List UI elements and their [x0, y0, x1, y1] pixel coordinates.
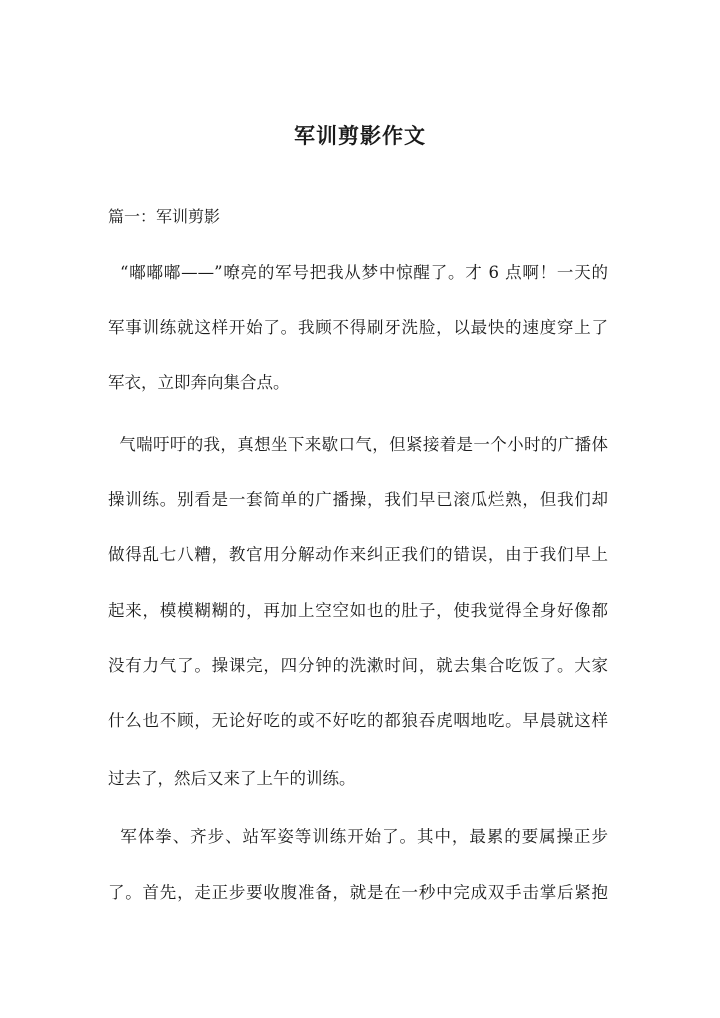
paragraph-line: 做得乱七八糟，教官用分解动作来纠正我们的错误，由于我们早上 — [108, 545, 608, 564]
paragraph-line: 什么也不顾，无论好吃的或不好吃的都狼吞虎咽地吃。早晨就这样 — [108, 711, 608, 730]
paragraph-line: 了。首先，走正步要收腹准备，就是在一秒中完成双手击掌后紧抱 — [108, 883, 608, 902]
paragraph-line: 操训练。别看是一套简单的广播操，我们早已滚瓜烂熟，但我们却 — [108, 490, 608, 509]
section-heading: 篇一：军训剪影 — [108, 207, 221, 226]
paragraph-line: 起来，模模糊糊的，再加上空空如也的肚子，使我觉得全身好像都 — [108, 601, 608, 620]
paragraph-line: 气喘吁吁的我，真想坐下来歇口气，但紧接着是一个小时的广播体 — [108, 435, 608, 454]
paragraph-line: 军衣，立即奔向集合点。 — [108, 373, 290, 392]
paragraph-line: 没有力气了。操课完，四分钟的洗漱时间，就去集合吃饭了。大家 — [108, 656, 608, 675]
paragraph-line: 过去了，然后又来了上午的训练。 — [108, 769, 356, 788]
paragraph-line: 军体拳、齐步、站军姿等训练开始了。其中，最累的要属操正步 — [108, 827, 608, 846]
document-title: 军训剪影作文 — [294, 123, 426, 148]
paragraph-line: “嘟嘟嘟——”嘹亮的军号把我从梦中惊醒了。才 6 点啊！一天的 — [108, 263, 608, 282]
paragraph-line: 军事训练就这样开始了。我顾不得刷牙洗脸，以最快的速度穿上了 — [108, 318, 608, 337]
